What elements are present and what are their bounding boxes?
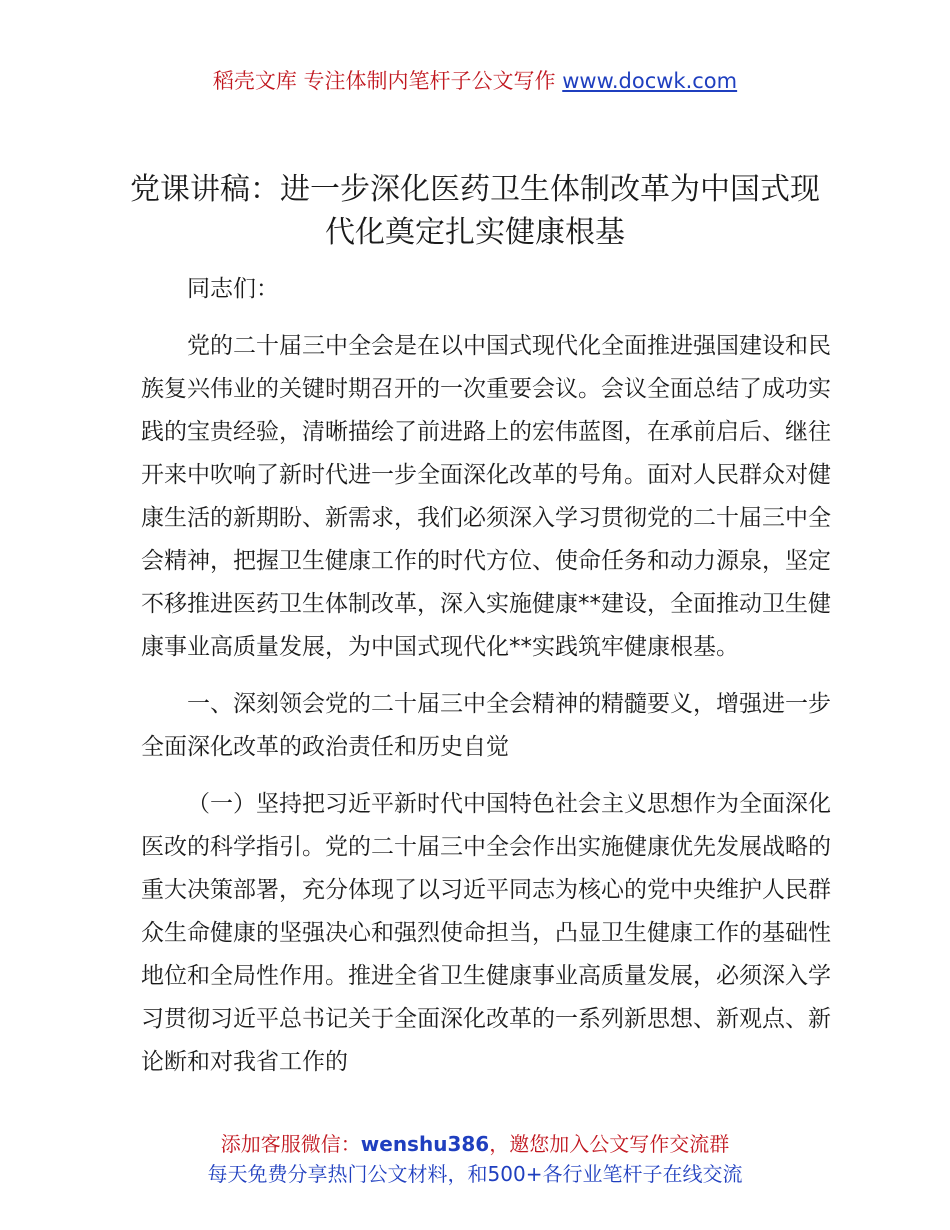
document-body xyxy=(141,268,831,1084)
greeting: 同志们： xyxy=(187,276,279,302)
document-title: 党课讲稿：进一步深化医药卫生体制改革为中国式现代化奠定扎实健康根基 xyxy=(130,172,820,250)
footer-share-line: 每天免费分享热门公文材料，和500+各行业笔杆子在线交流 xyxy=(207,1162,743,1186)
footer-wechat-prefix: 添加客服微信： xyxy=(220,1132,361,1156)
paragraph-subsection-1: （一）坚持把习近平新时代中国特色社会主义思想作为全面深化医改的科学指引。党的二十届三中全会作出实施健康优先发展战略的重大决策部署，充分体现了以习近平同志为核心的党中央维护人民群众生命健康的坚强决心和强烈使命担当，凸显卫生健康工作的基础性地位和全局性作用。推进全省卫生健康事业高质量发展，必须深入学习贯彻习近平总书记关于全面深化改革的一系列新思想、新观点、新论断和对我省工作的 xyxy=(141,791,831,1075)
footer-wechat-line xyxy=(0,1129,950,1159)
site-header xyxy=(0,66,950,96)
wechat-id: wenshu386 xyxy=(360,1132,490,1156)
promo-footer xyxy=(0,1129,950,1189)
footer-wechat-suffix: ，邀您加入公文写作交流群 xyxy=(489,1132,730,1156)
site-brand-text: 稻壳文库 专注体制内笔杆子公文写作 xyxy=(212,69,556,93)
paragraph-intro: 党的二十届三中全会是在以中国式现代化全面推进强国建设和民族复兴伟业的关键时期召开的一次重要会议。会议全面总结了成功实践的宝贵经验，清晰描绘了前进路上的宏伟蓝图，在承前启后、继往开来中吹响了新时代进一步全面深化改革的号角。面对人民群众对健康生活的新期盼、新需求，我们必须深入学习贯彻党的二十届三中全会精神，把握卫生健康工作的时代方位、使命任务和动力源泉，坚定不移推进医药卫生体制改革，深入实施健康**建设，全面推动卫生健康事业高质量发展，为中国式现代化**实践筑牢健康根基。 xyxy=(141,333,831,660)
site-url-link[interactable]: www.docwk.com xyxy=(562,69,738,93)
section-heading-1: 一、深刻领会党的二十届三中全会精神的精髓要义，增强进一步全面深化改革的政治责任和历史自觉 xyxy=(141,691,831,760)
